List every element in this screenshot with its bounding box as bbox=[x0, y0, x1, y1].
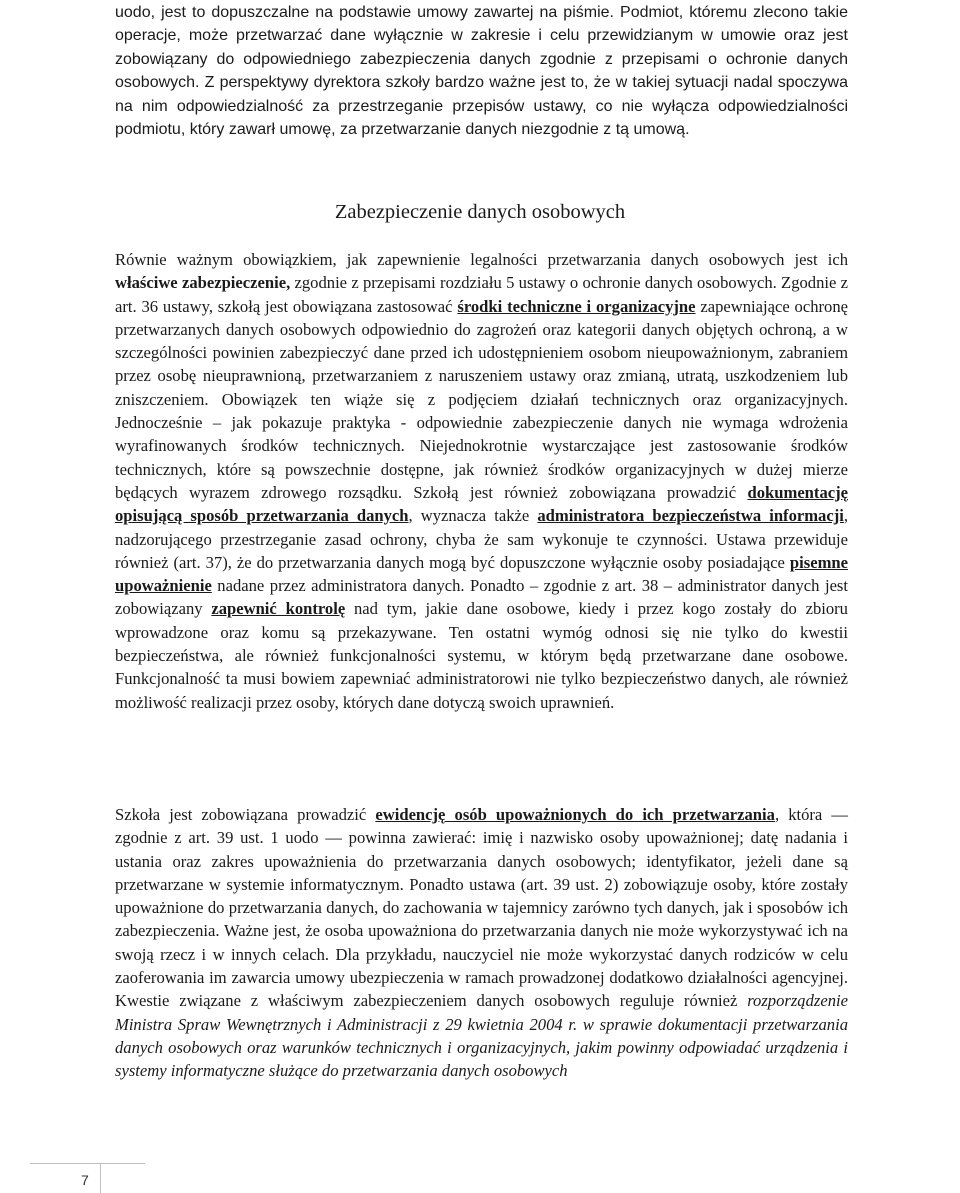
paragraph-register-segment: rozporządzenie Ministra Spraw Wewnętrznych i Administracji z 29 kwietnia 2004 r. w sprawie dokumentacji przetwarzania danych osobowych oraz warunków technicznych i organizacyjnych, jakim powinny odpowiadać urządzenia i systemy informatyczne służące do przetwarzania danych osobowych bbox=[115, 991, 848, 1081]
paragraph-register bbox=[115, 803, 848, 1083]
paragraph-security-segment: zapewniające ochronę przetwarzanych danych osobowych odpowiednio do zagrożeń oraz kategorii danych objętych ochroną, a w szczególności powinien zabezpieczyć dane przed ich udostępnieniem osobom nieupoważnionym, zabraniem przez osobę nieuprawnioną, przetwarzaniem z naruszeniem ustawy oraz zmianą, utratą, uszkodzeniem lub zniszczeniem. Obowiązek ten wiąże się z podjęciem działań technicznych oraz organizacyjnych. Jednocześnie – jak pokazuje praktyka - odpowiednie zabezpieczenie danych nie wymaga wdrożenia wyrafinowanych środków technicznych. Niejednokrotnie wystarczające jest zastosowanie środków technicznych, które są powszechnie dostępne, jak również środków organizacyjnych w dużej mierze będących wyrazem zdrowego rozsądku. Szkołą jest również zobowiązana prowadzić bbox=[115, 296, 848, 502]
page-number-rule bbox=[30, 1163, 145, 1164]
paragraph-security-segment: Równie ważnym obowiązkiem, jak zapewnienie legalności przetwarzania danych osobowych jest ich bbox=[115, 250, 848, 269]
page-number-frame bbox=[30, 1163, 101, 1193]
paragraph-security-segment: właściwe zabezpieczenie, bbox=[115, 273, 291, 293]
paragraph-security-segment: , wyznacza także bbox=[408, 506, 538, 526]
paragraph-register-segment: Szkoła jest zobowiązana prowadzić bbox=[115, 805, 376, 824]
paragraph-security-segment: dokumentację opisującą sposób przetwarzania danych bbox=[115, 482, 848, 526]
paragraph-security-segment: zapewnić kontrolę bbox=[211, 599, 346, 619]
page-number: 7 bbox=[81, 1172, 89, 1188]
paragraph-security-segment: nad tym, jakie dane osobowe, kiedy i przez kogo zostały do zbioru wprowadzone oraz komu są przekazywane. Ten ostatni wymóg odnosi się nie tylko do kwestii bezpieczeństwa, ale również funkcjonalności systemu, w którym będą przetwarzane dane osobowe. Funkcjonalność ta musi bowiem zapewniać administratorowi nie tylko bezpieczeństwo danych, ale również możliwość realizacji przez osoby, których dane dotyczą swoich uprawnień. bbox=[115, 599, 848, 712]
paragraph-register-segment: ewidencję osób upoważnionych do ich przetwarzania bbox=[375, 805, 775, 824]
paragraph-top: uodo, jest to dopuszczalne na podstawie umowy zawartej na piśmie. Podmiot, któremu zlecono takie operacje, może przetwarzać dane wyłącznie w zakresie i celu przewidzianym w umowie oraz jest zobowiązany do odpowiedniego zabezpieczenia danych zgodnie z przepisami o ochronie danych osobowych. Z perspektywy dyrektora szkoły bardzo ważne jest to, że w takiej sytuacji nadal spoczywa na nim odpowiedzialność za przestrzeganie przepisów ustawy, co nie wyłącza odpowiedzialności podmiotu, który zawarł umowę, za przetwarzanie danych niezgodnie z tą umową. bbox=[115, 4, 848, 139]
paragraph-security-segment: , nadzorującego przestrzeganie zasad ochrony, chyba że sam wykonuje te czynności. Ustawa przewiduje również (art. 37), że do przetwarzania danych mogą być dopuszczone wyłącznie osoby posiadające bbox=[115, 506, 849, 572]
section-title: Zabezpieczenie danych osobowych bbox=[334, 201, 626, 223]
paragraph-security bbox=[115, 248, 848, 714]
paragraph-register-segment: , która — zgodnie z art. 39 ust. 1 uodo — powinna zawierać: imię i nazwisko osoby upoważnionej; datę nadania i ustania oraz zakres upoważnienia do przetwarzania danych osobowych; identyfikator, jeżeli dane są przetwarzane w systemie informatycznym. Ponadto ustawa (art. 39 ust. 2) zobowiązuje osoby, które zostały upoważnione do przetwarzania danych, do zachowania w tajemnicy zarówno tych danych, jak i sposobów ich zabezpieczenia. Ważne jest, że osoba upoważniona do przetwarzania danych nie może wykorzystywać ich na swoją rzecz i w innych celach. Dla przykładu, nauczyciel nie może wykorzystać danych rodziców w celu zaoferowania im zawarcia umowy ubezpieczenia w ramach prowadzonej dodatkowo działalności agencyjnej. Kwestie związane z właściwym zabezpieczeniem danych osobowych reguluje również bbox=[115, 805, 848, 1011]
paragraph-security-segment: administratora bezpieczeństwa informacji bbox=[537, 506, 844, 526]
paragraph-security-segment: środki techniczne i organizacyjne bbox=[457, 296, 696, 316]
paragraph-security-segment: nadane przez administratora danych. Ponadto – zgodnie z art. 38 – administrator danych jest zobowiązany bbox=[115, 576, 848, 619]
paragraph-security-segment: zgodnie z przepisami rozdziału 5 ustawy o ochronie danych osobowych. Zgodnie z art. 36 ustawy, szkołą jest obowiązana zastosować bbox=[115, 273, 849, 316]
paragraph-security-segment: pisemne upoważnienie bbox=[115, 552, 848, 596]
